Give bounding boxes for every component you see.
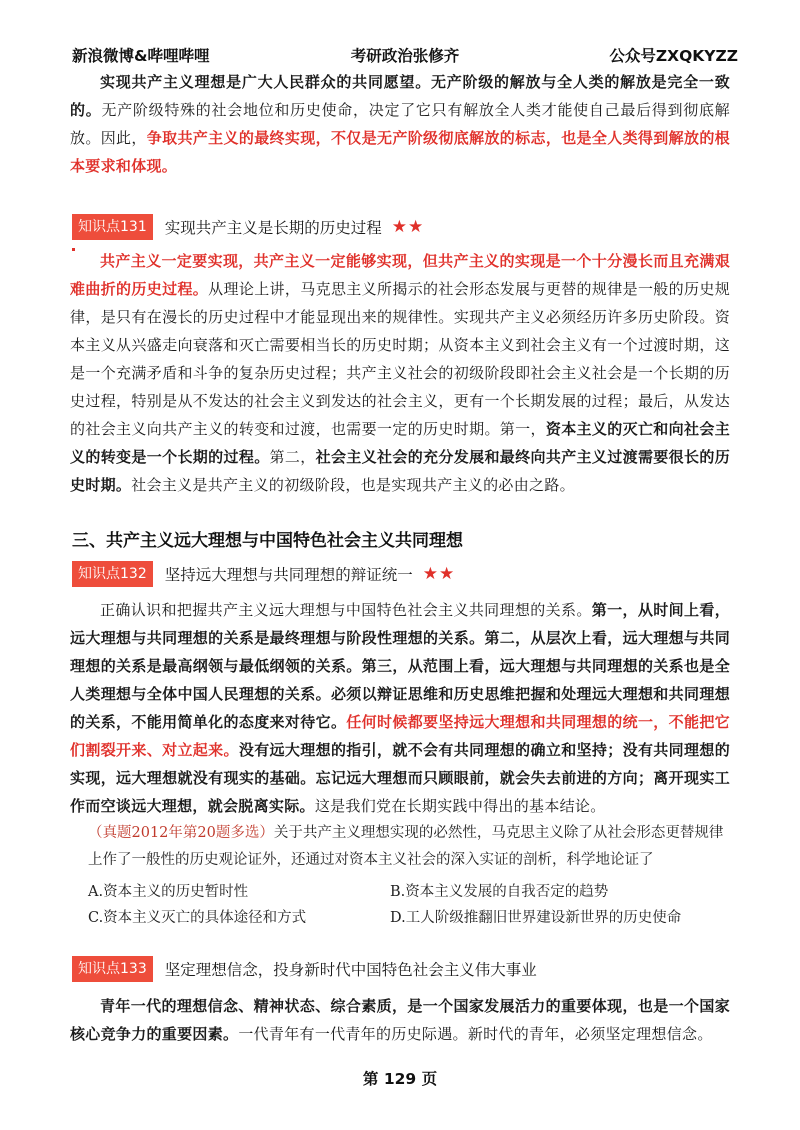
exam-source: （真题2012年第20题多选） — [88, 825, 274, 841]
intro-plain: 无产阶级特殊的社会地位和历史使命，决定了它只有解放全人类才能使自己最后得到彻底解放。因此， — [70, 101, 730, 147]
kp133-title: 坚定理想信念，投身新时代中国特色社会主义伟大事业 — [164, 961, 537, 979]
kp132-stars: ★★ — [422, 564, 456, 584]
kp132-plain1: 正确认识和把握共产主义远大理想与中国特色社会主义共同理想的关系。 — [100, 601, 592, 619]
kp133-paragraph — [70, 992, 730, 1048]
kp132-tag: 知识点132 — [72, 561, 153, 587]
kp132-bold1: 第一，从时间上看，远大理想与共同理想的关系是最终理想与阶段性理想的关系。第二，从层次上看，远大理想与共同理想的关系是最高纲领与最低纲领的关系。第三，从范围上看，远大理想与共同理想的关系也是全人类理想与全体中国人民理想的关系。必须以辩证思维和历史思维把握和处理远大理想和共同理想的关系，不能用简单化的态度来对待它。 — [70, 601, 731, 731]
section-3-title: 三、共产主义远大理想与中国特色社会主义共同理想 — [72, 531, 463, 551]
header-right: 公众号ZXQKYZZ — [609, 47, 738, 65]
kp132-title: 坚持远大理想与共同理想的辩证统一 — [164, 566, 413, 584]
header-left: 新浪微博&哔哩哔哩 — [72, 47, 210, 65]
exam-question — [88, 820, 728, 874]
exam-option-b: B.资本主义发展的自我否定的趋势 — [390, 884, 609, 900]
kp132-paragraph — [70, 596, 730, 820]
knowledge-point-131-heading — [72, 214, 424, 240]
kp132-plain2: 这是我们党在长期实践中得出的基本结论。 — [314, 797, 606, 815]
kp133-plain: 一代青年有一代青年的历史际遇。新时代的青年，必须坚定理想信念。 — [238, 1025, 713, 1043]
intro-bold: 实现共产主义理想是广大人民群众的共同愿望。无产阶级的解放与全人类的解放是完全一致的。 — [70, 73, 730, 119]
knowledge-point-132-heading — [72, 561, 455, 587]
kp131-plain3: 社会主义是共产主义的初级阶段，也是实现共产主义的必由之路。 — [131, 476, 575, 494]
kp133-tag: 知识点133 — [72, 956, 153, 982]
kp131-stars: ★★ — [391, 217, 425, 237]
header-center: 考研政治张修齐 — [350, 47, 460, 65]
exam-option-a: A.资本主义的历史暂时性 — [88, 884, 249, 900]
intro-red: 争取共产主义的最终实现，不仅是无产阶级彻底解放的标志，也是全人类得到解放的根本要求和体现。 — [70, 129, 730, 175]
kp132-bold2: 没有远大理想的指引，就不会有共同理想的确立和坚持；没有共同理想的实现，远大理想就没有现实的基础。忘记远大理想而只顾眼前，就会失去前进的方向；离开现实工作而空谈远大理想，就会脱离实际。 — [70, 741, 730, 815]
exam-question-text: 关于共产主义理想实现的必然性，马克思主义除了从社会形态更替规律上作了一般性的历史观论证外，还通过对资本主义社会的深入实证的剖析，科学地论证了 — [88, 825, 724, 868]
kp131-plain2: 第二， — [269, 448, 316, 466]
kp131-paragraph — [70, 247, 730, 499]
exam-option-c: C.资本主义灭亡的具体途径和方式 — [88, 910, 307, 926]
kp131-red: 共产主义一定要实现，共产主义一定能够实现，但共产主义的实现是一个十分漫长而且充满艰难曲折的历史过程。 — [70, 252, 730, 298]
kp131-bold1: 资本主义的灭亡和向社会主义的转变是一个长期的过程。 — [70, 420, 730, 466]
kp131-tag: 知识点131 — [72, 214, 153, 240]
kp133-bold: 青年一代的理想信念、精神状态、综合素质，是一个国家发展活力的重要体现，也是一个国家核心竞争力的重要因素。 — [70, 997, 730, 1043]
exam-option-d: D.工人阶级推翻旧世界建设新世界的历史使命 — [390, 910, 682, 926]
knowledge-point-133-heading — [72, 956, 537, 982]
kp131-plain1: 从理论上讲，马克思主义所揭示的社会形态发展与更替的规律是一般的历史规律，是只有在漫长的历史过程中才能显现出来的规律性。实现共产主义必须经历许多历史阶段。资本主义从兴盛走向衰落和灭亡需要相当长的历史时期；从资本主义到社会主义有一个过渡时期，这是一个充满矛盾和斗争的复杂历史过程；共产主义社会的初级阶段即社会主义社会是一个长期的历史过程，特别是从不发达的社会主义到发达的社会主义，更有一个长期发展的过程；最后，从发达的社会主义向共产主义的转变和过渡，也需要一定的历史时期。第一， — [70, 280, 730, 438]
kp131-bold2: 社会主义社会的充分发展和最终向共产主义过渡需要很长的历史时期。 — [70, 448, 730, 494]
intro-paragraph — [70, 68, 730, 180]
kp131-title: 实现共产主义是长期的历史过程 — [164, 219, 382, 237]
kp132-red: 任何时候都要坚持远大理想和共同理想的统一，不能把它们割裂开来、对立起来。 — [70, 713, 730, 759]
page-number: 第 129 页 — [362, 1070, 438, 1088]
